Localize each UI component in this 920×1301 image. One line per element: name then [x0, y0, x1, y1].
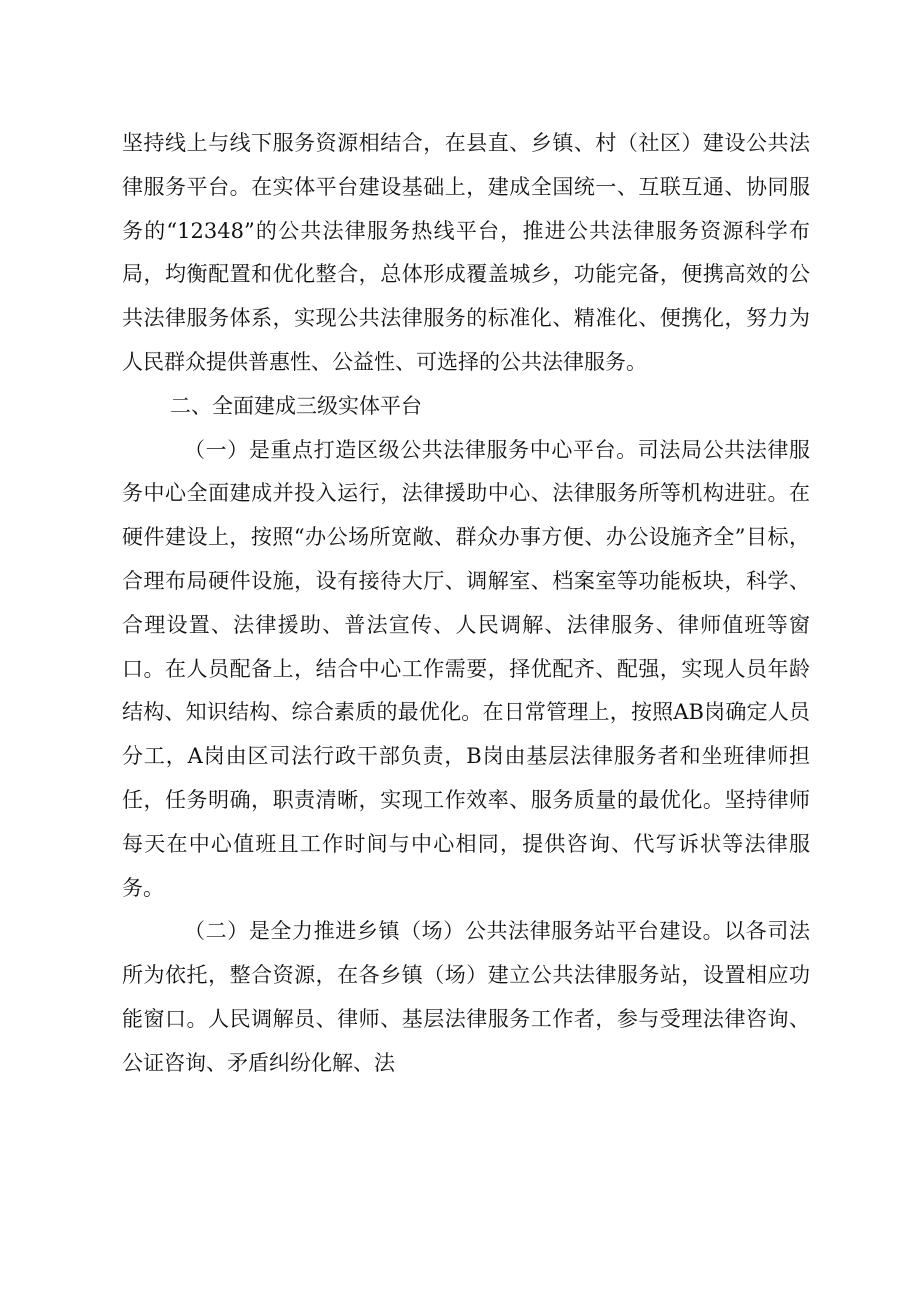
section-heading: 二、全面建成三级实体平台	[170, 393, 422, 418]
paragraph-intro: 坚持线上与线下服务资源相结合，在县直、乡镇、村（社区）建设公共法律服务平台。在实体平台建设基础上，建成全国统一、互联互通、协同服务的“12348”的公共法律服务热线平台，推进公共法律服务资源科学布局，均衡配置和优化整合，总体形成覆盖城乡，功能完备，便携高效的公共法律服务体系，实现公共法律服务的标准化、精准化、便携化，努力为人民群众提供普惠性、公益性、可选择的公共法律服务。	[122, 131, 810, 374]
subsection-1: （一）是重点打造区级公共法律服务中心平台。司法局公共法律服务中心全面建成并投入运行，法律援助中心、法律服务所等机构进驻。在硬件建设上，按照“办公场所宽敞、群众办事方便、办公设施齐全”目标，合理布局硬件设施，设有接待大厅、调解室、档案室等功能板块，科学、合理设置、法律援助、普法宣传、人民调解、法律服务、律师值班等窗口。在人员配备上，结合中心工作需要，择优配齐、配强，实现人员年龄结构、知识结构、综合素质的最优化。在日常管理上，按照AB岗确定人员分工，A岗由区司法行政干部负责，B岗由基层法律服务者和坐班律师担任，任务明确，职责清晰，实现工作效率、服务质量的最优化。坚持律师每天在中心值班且工作时间与中心相同，提供咨询、代写诉状等法律服务。	[122, 437, 810, 900]
document-body	[122, 122, 810, 1086]
subsection-2: （二）是全力推进乡镇（场）公共法律服务站平台建设。以各司法所为依托，整合资源，在各乡镇（场）建立公共法律服务站，设置相应功能窗口。人民调解员、律师、基层法律服务工作者，参与受理法律咨询、公证咨询、矛盾纠纷化解、法	[122, 919, 810, 1075]
